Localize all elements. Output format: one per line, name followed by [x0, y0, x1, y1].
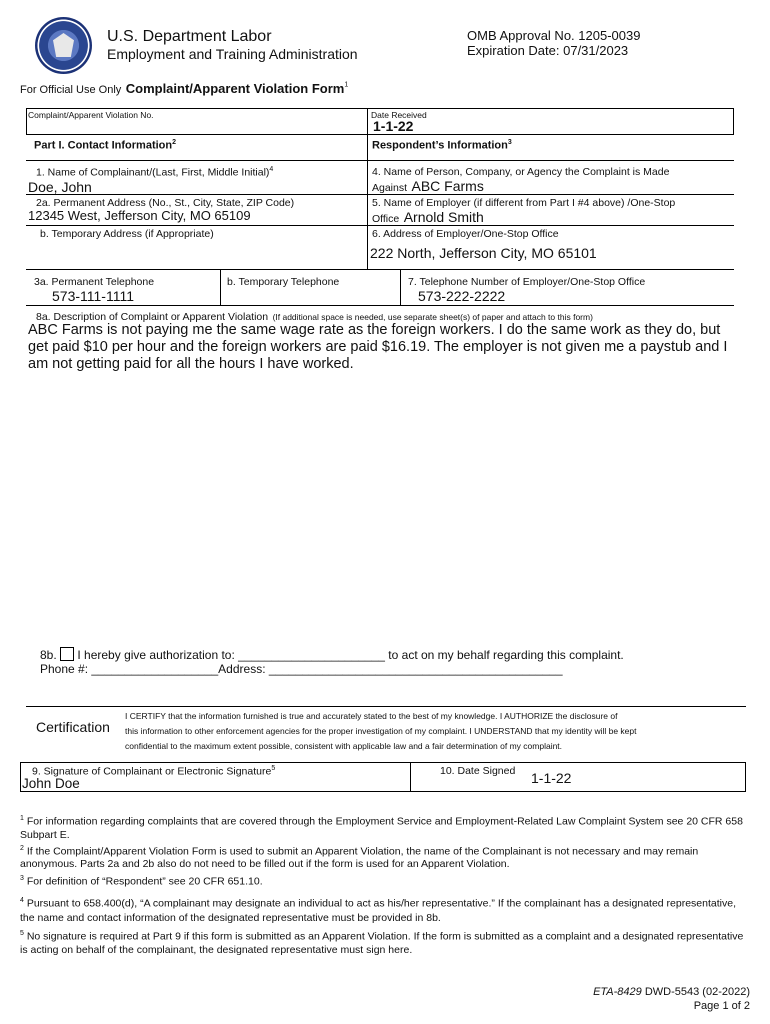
employer-address-value[interactable]: 222 North, Jefferson City, MO 65101 — [370, 245, 597, 261]
description-label: 8a. Description of Complaint or Apparent Violation — [36, 311, 269, 323]
respondent-name-value[interactable]: ABC Farms — [411, 178, 484, 194]
permanent-address-value[interactable]: 12345 West, Jefferson City, MO 65109 — [28, 208, 251, 223]
authorization-checkbox[interactable] — [60, 647, 74, 661]
authorization-contact: Phone #: ___________________Address: ____________________________________________ — [40, 662, 563, 676]
omb-number: OMB Approval No. 1205-0039 — [467, 28, 641, 43]
description-note: (If additional space is needed, use separate sheet(s) of paper and attach to this form) — [272, 312, 593, 322]
date-signed-label: 10. Date Signed — [440, 765, 516, 777]
office-label: Office — [372, 213, 400, 225]
certification-text: I CERTIFY that the information furnished is true and accurately stated to the best of my knowledge. I AUTHORIZE the disclosure of this information to other enforcement agencies for the proper investigation of my complaint. I UNDERSTAND that my identity will be kept confidential to the maximum extent possible, consistent with applicable law and a fair determination of my complaint. — [125, 711, 637, 751]
respondent-title: Respondent’s Information$^3$ — [372, 139, 512, 152]
permanent-address-label: 2a. Permanent Address (No., St., City, State, ZIP Code) — [36, 197, 295, 209]
complainant-name-value[interactable]: Doe, John — [28, 179, 92, 195]
authorization-prefix: 8b. — [40, 648, 57, 662]
footnote-1: $^1$ For information regarding complaints that are covered through the Employment Service and Employment-Related Law Complaint System see 20 CFR 658 Subpart E. — [20, 815, 743, 841]
against-label: Against — [372, 182, 408, 194]
title-footnote-ref: 1 — [344, 81, 349, 89]
violation-no-label: Complaint/Apparent Violation No. — [28, 110, 154, 120]
employer-name-value[interactable]: Arnold Smith — [403, 209, 484, 225]
sub-agency-name: Employment and Training Administration — [107, 46, 358, 62]
temporary-address-label: b. Temporary Address (if Appropriate) — [40, 228, 214, 240]
dol-seal-logo — [35, 17, 92, 74]
footnote-2: $^2$ If the Complaint/Apparent Violation Form is used to submit an Apparent Violation, the name of the Complainant is not necessary and may remain anonymous. Parts 2a and 2b also do not need to be filled out if the form is used for an Apparent Violation. — [20, 844, 699, 870]
permanent-phone-label: 3a. Permanent Telephone — [34, 276, 155, 288]
employer-phone-value[interactable]: 573-222-2222 — [418, 288, 506, 304]
employer-phone-label: 7. Telephone Number of Employer/One-Stop Office — [408, 276, 646, 288]
part1-title: Part I. Contact Information$^2$ — [34, 139, 177, 152]
form-number: ETA-8429 DWD-5543 (02-2022) — [593, 986, 750, 998]
complainant-name-label: 1. Name of Complainant/(Last, First, Middle Initial)$^4$ — [36, 166, 274, 179]
signature-value[interactable]: John Doe — [22, 776, 80, 791]
date-received-label: Date Received — [371, 110, 427, 120]
certification-label: Certification — [36, 719, 110, 735]
authorization-row — [40, 647, 624, 662]
employer-name-label: 5. Name of Employer (if different from Part I #4 above) /One-Stop — [372, 197, 676, 209]
footnote-5: $^5$ No signature is required at Part 9 if this form is submitted as an Apparent Violation. If the form is submitted as a complaint and a designated representative is acting on behalf of the complainant, the designated representative must sign here. — [20, 930, 744, 956]
footnote-3: $^3$ For definition of “Respondent” see 20 CFR 651.10. — [20, 875, 263, 888]
form-title: Complaint/Apparent Violation Form — [125, 81, 345, 96]
form-title-row — [20, 80, 348, 98]
authorization-text: I hereby give authorization to: ______________________ to act on my behalf regarding this complaint. — [77, 648, 624, 662]
official-use-label: For Official Use Only — [20, 84, 122, 96]
respondent-name-label: 4. Name of Person, Company, or Agency the Complaint is Made — [372, 166, 670, 178]
description-text[interactable]: ABC Farms is not paying me the same wage rate as the foreign workers. I do the same work as they do, but get paid $10 per hour and the foreign workers are paid $16.19. The employer is not given me a paystub and I am not getting paid for all the hours I have worked. — [28, 322, 728, 372]
date-signed-value[interactable]: 1-1-22 — [531, 770, 572, 786]
employer-address-label: 6. Address of Employer/One-Stop Office — [372, 228, 559, 240]
footnotes — [20, 812, 745, 957]
signature-label: 9. Signature of Complainant or Electronic Signature$^5$ — [32, 765, 276, 778]
footnote-4: $^4$ Pursuant to 658.400(d), “A complainant may designate an individual to act as his/her representative.” If the complainant has a designated representative, the name and contact information of the designated representative must be provided in 8b. — [20, 896, 736, 924]
permanent-phone-value[interactable]: 573-111-1111 — [52, 288, 134, 304]
date-received-value[interactable]: 1-1-22 — [373, 118, 414, 134]
page-number: Page 1 of 2 — [693, 1000, 750, 1012]
expiration-date: Expiration Date: 07/31/2023 — [467, 43, 629, 58]
agency-name: U.S. Department Labor — [107, 28, 272, 45]
temporary-phone-label: b. Temporary Telephone — [227, 276, 340, 288]
